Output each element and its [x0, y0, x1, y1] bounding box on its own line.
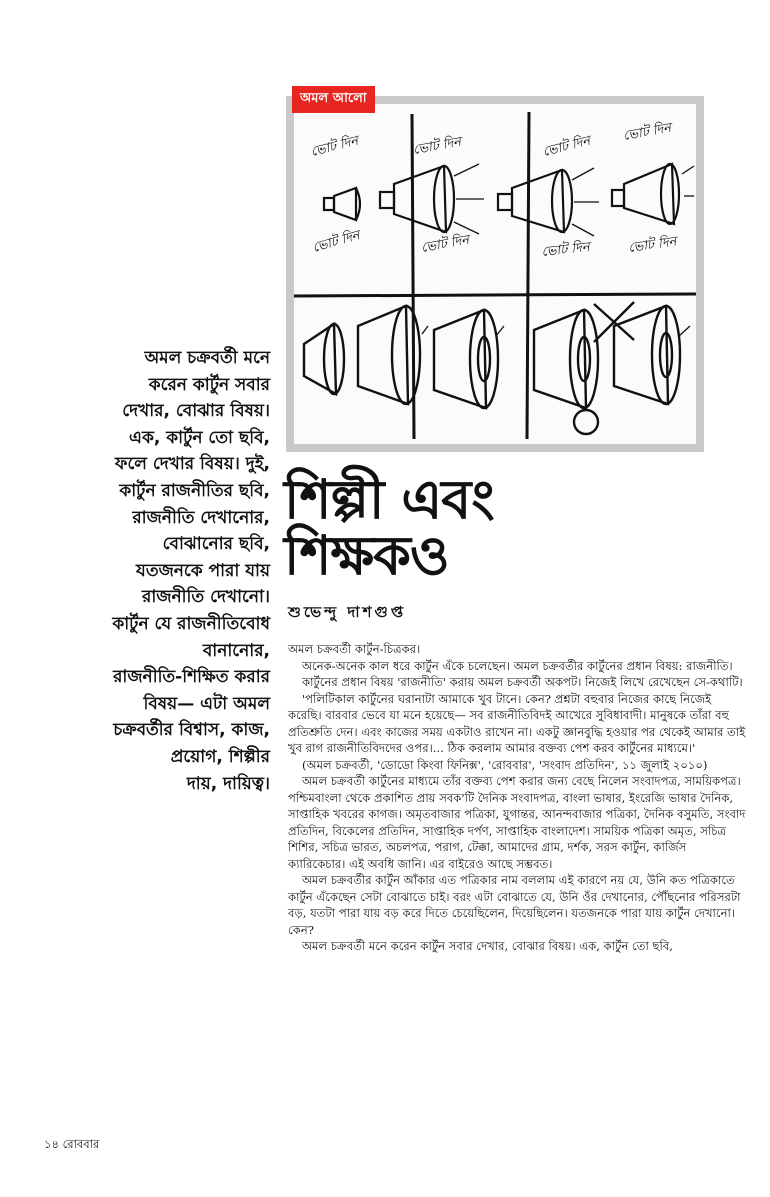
- megaphone-icon: [434, 310, 498, 408]
- pull-quote-line: প্রয়োগ, শিল্পীর: [170, 746, 270, 767]
- pull-quote-line: কার্টুন রাজনীতির ছবি,: [119, 480, 270, 501]
- cartoon-scribble: ভোট দিন: [310, 228, 362, 256]
- cartoon-scribble: ভোট দিন: [412, 134, 463, 158]
- cartoon-scribble: ভোট দিন: [541, 133, 592, 160]
- pull-quote-line: যতজনকে পারা যায়: [136, 560, 270, 581]
- megaphone-icon: [614, 306, 680, 404]
- megaphone-icon: [380, 166, 454, 232]
- headline-line: শিক্ষকও: [284, 524, 449, 587]
- pull-quote-line: রাজনীতি দেখানোর,: [132, 507, 270, 528]
- megaphone-icon: [498, 170, 572, 232]
- cartoon-scribble: ভোট দিন: [420, 232, 471, 256]
- cartoon-divider: [412, 114, 414, 439]
- article-paragraph: অমল চক্রবর্তী কার্টুনের মাধ্যমে তাঁর বক্তব্য পেশ করার জন্য বেছে নিলেন সংবাদপত্র, সাময়িকপত্র। পশ্চিমবাংলা থেকে প্রকাশিত প্রায় সবক'টি দৈনিক সংবাদপত্র, বাংলা ভাষার, ইংরেজি ভাষার দৈনিক, সাপ্তাহিক খবরের কাগজ। অমৃতবাজার পত্রিকা, যুগান্তর, আনন্দবাজার পত্রিকা, দৈনিক বসুমতি, সংবাদ প্রতিদিন, বিকেলের প্রতিদিন, সাপ্তাহিক দর্পণ, সাপ্তাহিক বাংলাদেশ। সাময়িক পত্রিকা অমৃত, সচিত্র শিশির, সচিত্র ভারত, অচলপত্র, পরাগ, টেক্কা, আমাদের গ্রাম, দর্শক, সরস কার্টুন, কার্জিস ক্যারিকেচার। এই অবধি জানি। এর বাইরেও আছে সম্ভবত।: [288, 774, 746, 871]
- article-paragraph: অমল চক্রবর্তী মনে করেন কার্টুন সবার দেখার, বোঝার বিষয়। এক, কার্টুন তো ছবি,: [302, 939, 673, 953]
- megaphone-icon: [304, 324, 344, 394]
- cartoon-scribble: ভোট দিন: [627, 234, 678, 256]
- article-paragraph: অমল চক্রবর্তীর কার্টুন আঁকার এত পত্রিকার নাম বললাম এই কারণে নয় যে, উনি কত পত্রিকাতে কার্টুন এঁকেছেন সেটা বোঝাতে চাই। বরং এটা বোঝাতে যে, উনি ওঁর দেখানোর, পৌঁছনোর পরিসরটা বড়, যতটা পারা যায় বড় করে দিতে চেয়েছিলেন, দিয়েছিলেন। যতজনকে পারা যায় কার্টুন দেখানো। কেন?: [288, 873, 741, 937]
- section-badge: অমল আলো: [292, 86, 375, 113]
- pull-quote-line: ফলে দেখার বিষয়। দুই,: [115, 454, 270, 475]
- author-byline: শুভেন্দু দাশগুপ্ত: [288, 603, 407, 621]
- article-paragraph: অমল চক্রবর্তী কার্টুন-চিত্রকর।: [288, 642, 421, 656]
- cartoon-scribble: ভোট দিন: [309, 133, 360, 160]
- headline-line: শিল্পী এবং: [284, 468, 494, 531]
- megaphone-icon: [358, 306, 420, 404]
- cartoon-figure: [286, 96, 704, 452]
- pull-quote-line: বানানোর,: [202, 640, 270, 661]
- cartoon-panel: [294, 104, 696, 444]
- article-paragraph: (অমল চক্রবর্তী, 'ডোডো কিংবা ফিনিক্স', 'রোববার', 'সংবাদ প্রতিদিন', ১১ জুলাই ২০১০): [302, 757, 708, 772]
- pull-quote-line: বোঝানোর ছবি,: [162, 534, 270, 555]
- megaphone-icon: [612, 164, 679, 224]
- article-paragraph: অনেক-অনেক কাল ধরে কার্টুন এঁকে চলেছেন। অমল চক্রবর্তীর কার্টুনের প্রধান বিষয়: রাজনীতি।: [302, 658, 733, 673]
- megaphone-icon: [534, 310, 598, 408]
- cartoon-scribble: ভোট দিন: [540, 240, 591, 260]
- pull-quote-line: দায়, দায়িত্ব।: [186, 773, 270, 794]
- pull-quote-line: বিষয়— এটা অমল: [143, 693, 270, 714]
- pull-quote-line: চক্রবর্তীর বিশ্বাস, কাজ,: [113, 720, 270, 741]
- cartoon-divider: [527, 112, 529, 439]
- article-body: [288, 641, 746, 955]
- pull-quote-line: কার্টুন যে রাজনীতিবোধ: [112, 613, 270, 634]
- pull-quote-line: দেখার, বোঝার বিষয়।: [122, 401, 270, 422]
- cartoon-scribble: ভোট দিন: [622, 120, 673, 144]
- megaphone-icon: [324, 188, 360, 220]
- pull-quote-line: অমল চক্রবর্তী মনে: [144, 348, 270, 368]
- cartoon-divider: [294, 294, 696, 296]
- article-paragraph: কার্টুনের প্রধান বিষয় 'রাজনীতি' করায় অমল চক্রবর্তী অকপট। নিজেই লিখে রেখেছেন সে-কথাটি।: [302, 675, 743, 689]
- pull-quote-line: রাজনীতি দেখানো।: [142, 587, 270, 608]
- pull-quote-line: রাজনীতি-শিক্ষিত করার: [113, 667, 270, 688]
- cartoon-drawing: [294, 104, 696, 444]
- pull-quote-line: করেন কার্টুন সবার: [148, 374, 270, 395]
- pull-quote-line: এক, কার্টুন তো ছবি,: [129, 427, 270, 448]
- article-paragraph: 'পলিটিকাল কার্টুনের ঘরানাটা আমাকে খুব টানে। কেন? প্রশ্নটা বহুবার নিজের কাছে নিজেই করেছি। বারবার ভেবে যা মনে হয়েছে— সব রাজনীতিবিদই আখেরে সুবিধাবাদী। মানুষকে তাঁরা বহু প্রতিশ্রুতি দেন। এবং কাজের সময় একটাও রাখেন না। একটু জ্ঞানবুদ্ধি হওয়ার পর থেকেই আমার তাই খুব রাগ রাজনীতিবিদদের ওপর।... ঠিক করলাম আমার বক্তব্য পেশ করব কার্টুনের মাধ্যমে।': [288, 691, 746, 755]
- page-folio: ১৪ রোববার: [44, 1137, 100, 1151]
- pull-quote: [44, 345, 270, 797]
- article-headline: [284, 468, 754, 587]
